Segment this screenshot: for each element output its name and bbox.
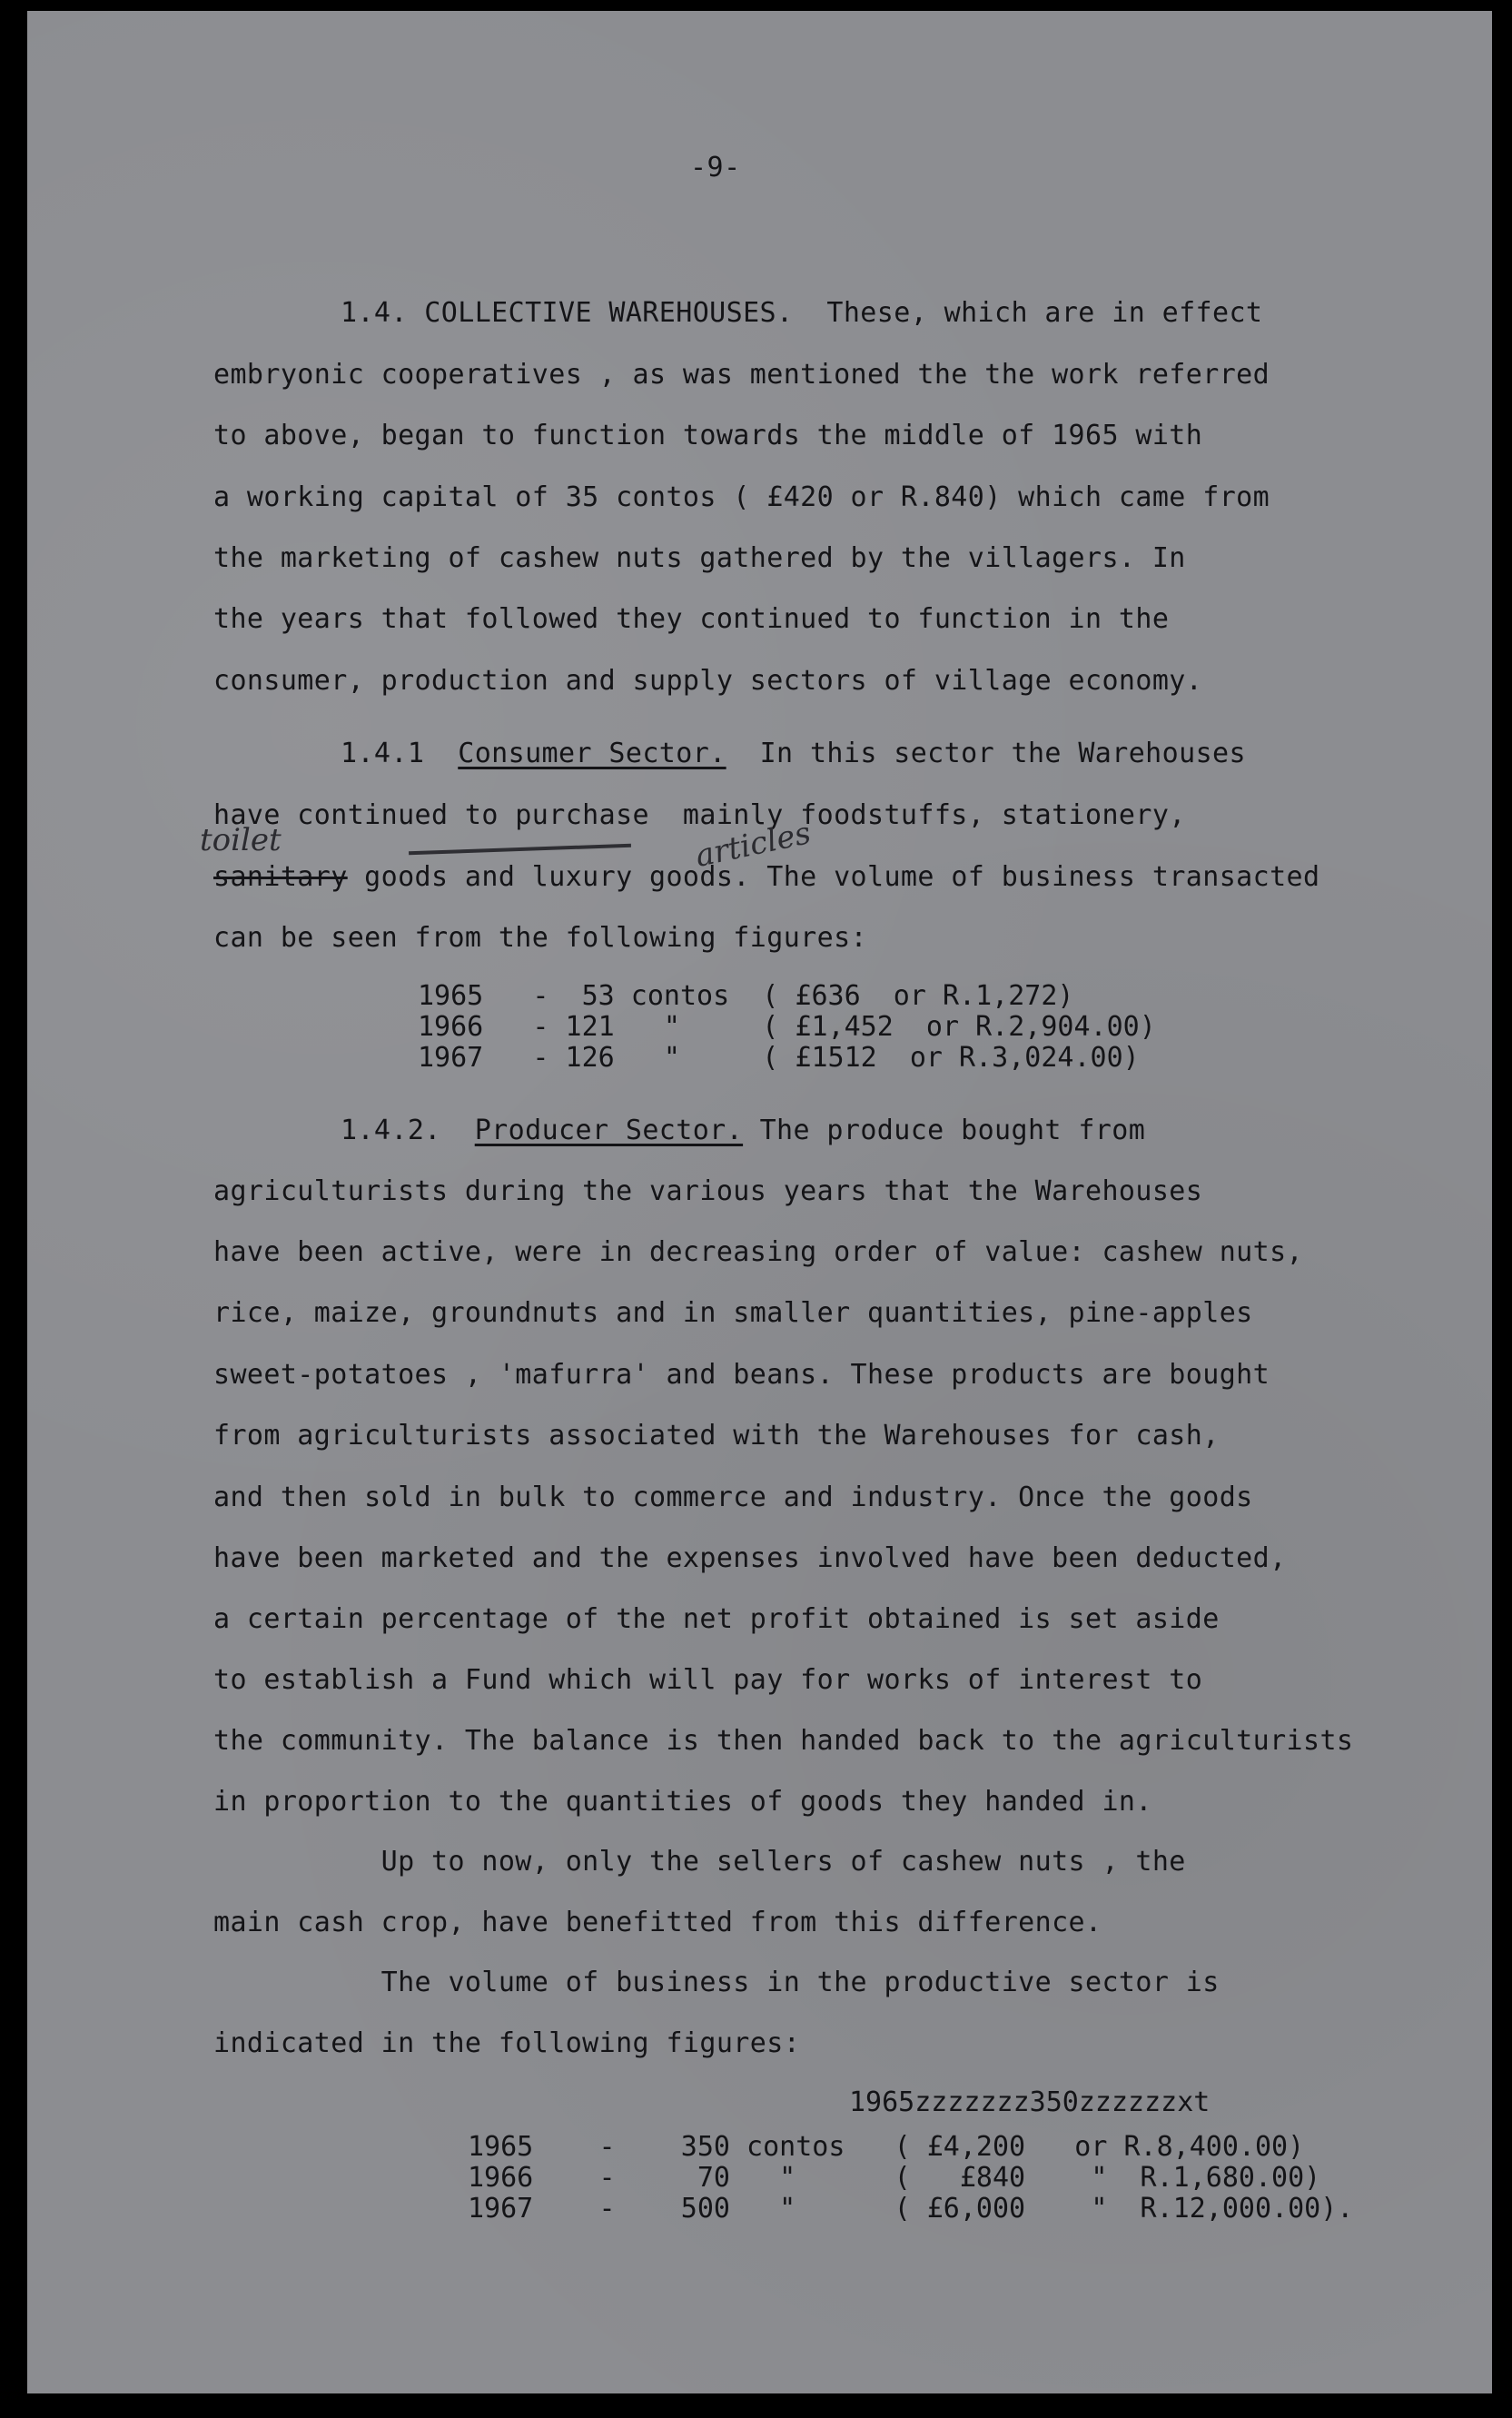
section-1-4-1-heading — [341, 738, 1246, 769]
section-1-4-line: embryonic cooperatives , as was mentioned the the work referred — [213, 359, 1270, 391]
section-1-4-line: a working capital of 35 contos ( £420 or R.840) which came from — [213, 481, 1270, 513]
section-1-4-line: to above, began to function towards the middle of 1965 with — [213, 420, 1203, 451]
typed-x-out-line: 1965zzzzzzz350zzzzzzxt — [849, 2086, 1211, 2118]
section-1-4-2-line: to establish a Fund which will pay for works of interest to — [213, 1664, 1203, 1696]
section-1-4-2-heading — [341, 1115, 1145, 1146]
section-number: 1.4.2. — [341, 1115, 441, 1146]
section-1-4-2-line: agriculturists during the various years that the Warehouses — [213, 1175, 1203, 1207]
crossed-out-insertion — [409, 844, 631, 856]
page-number: -9- — [690, 152, 741, 183]
section-1-4-2-line: a certain percentage of the net profit obtained is set aside — [213, 1603, 1220, 1635]
section-1-4-1-line: have continued to purchase mainly foodstuffs, stationery, — [213, 799, 1186, 831]
struck-word: sanitary — [213, 861, 348, 893]
section-1-4-2-line: have been active, were in decreasing order of value: cashew nuts, — [213, 1236, 1303, 1268]
line-text: goods and luxury goods. The volume of business transacted — [347, 861, 1320, 893]
figures-row: 1966 - 70 " ( £840 " R.1,680.00) — [468, 2162, 1321, 2194]
section-1-4-2-line: from agriculturists associated with the Warehouses for cash, — [213, 1420, 1220, 1452]
paragraph-line: The volume of business in the productive sector is — [213, 1967, 1220, 1998]
section-1-4-line: 1.4. COLLECTIVE WAREHOUSES. These, which are in effect — [341, 297, 1263, 329]
section-1-4-2-line: and then sold in bulk to commerce and industry. Once the goods — [213, 1482, 1253, 1513]
paragraph-line: indicated in the following figures: — [213, 2027, 801, 2059]
paragraph-line: main cash crop, have benefitted from this difference. — [213, 1907, 1102, 1938]
section-1-4-1-line — [213, 861, 1319, 893]
section-1-4-line: the marketing of cashew nuts gathered by the villagers. In — [213, 542, 1186, 574]
section-1-4-2-line: have been marketed and the expenses involved have been deducted, — [213, 1542, 1287, 1574]
figures-row: 1967 - 126 " ( £1512 or R.3,024.00) — [418, 1042, 1140, 1074]
figures-row: 1965 - 350 contos ( £4,200 or R.8,400.00) — [468, 2131, 1305, 2163]
handwritten-correction-articles: articles — [692, 815, 815, 875]
heading-continuation: In this sector the Warehouses — [726, 738, 1246, 769]
heading-continuation: The produce bought from — [743, 1115, 1146, 1146]
figures-row: 1965 - 53 contos ( £636 or R.1,272) — [418, 980, 1074, 1012]
section-number: 1.4.1 — [341, 738, 425, 769]
document-page — [27, 11, 1492, 2393]
section-1-4-line: the years that followed they continued to function in the — [213, 603, 1170, 635]
section-1-4-line: consumer, production and supply sectors of village economy. — [213, 665, 1203, 697]
figures-row: 1967 - 500 " ( £6,000 " R.12,000.00). — [468, 2193, 1354, 2225]
section-title: Producer Sector. — [474, 1115, 744, 1146]
section-1-4-2-line: the community. The balance is then handed back to the agriculturists — [213, 1725, 1354, 1757]
paragraph-line: Up to now, only the sellers of cashew nuts , the — [213, 1846, 1186, 1878]
section-1-4-2-line: sweet-potatoes , 'mafurra' and beans. These products are bought — [213, 1359, 1270, 1391]
figures-row: 1966 - 121 " ( £1,452 or R.2,904.00) — [418, 1011, 1156, 1043]
section-1-4-2-line: rice, maize, groundnuts and in smaller quantities, pine-apples — [213, 1297, 1253, 1329]
section-title: Consumer Sector. — [458, 738, 726, 769]
section-1-4-2-line: in proportion to the quantities of goods they handed in. — [213, 1786, 1152, 1818]
section-1-4-1-line: can be seen from the following figures: — [213, 922, 867, 954]
handwritten-correction-toilet: toilet — [200, 822, 282, 858]
